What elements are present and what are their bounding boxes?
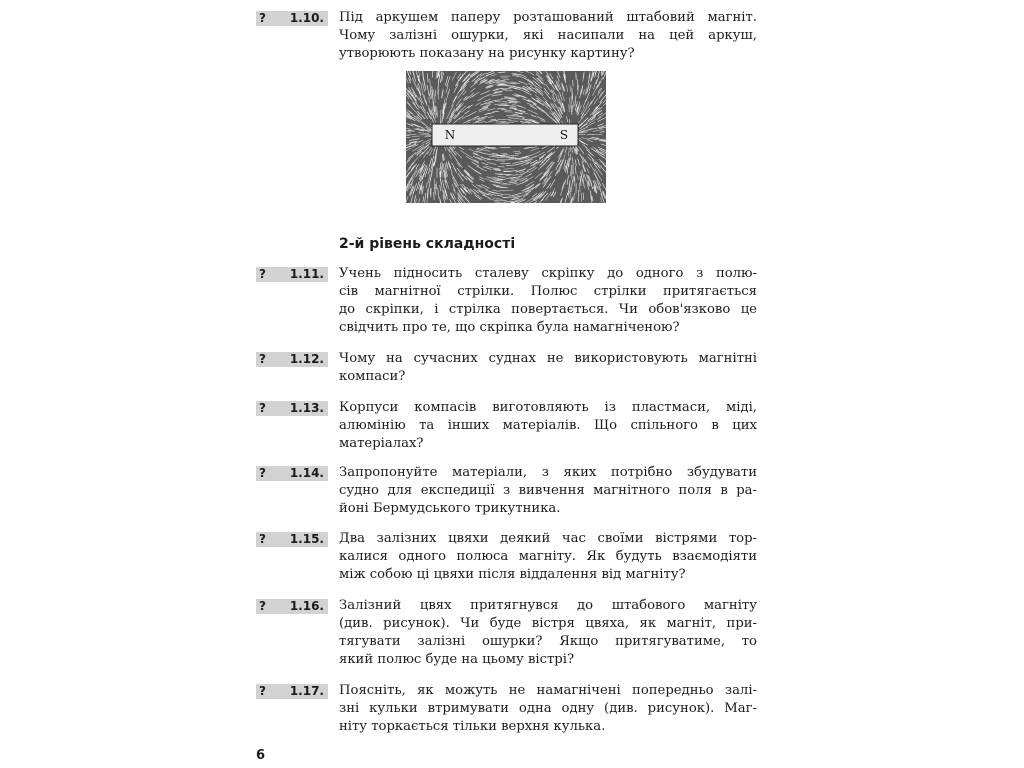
text-line: йоні Бермудського трикутника. — [339, 501, 561, 516]
question-icon: ? — [259, 267, 266, 281]
text-line: утворюють показану на рисунку картину? — [339, 46, 635, 61]
problem-text — [339, 399, 757, 453]
text-line: калися одного полюса магніту. Як будуть взаємодіяти — [339, 549, 757, 564]
figure-drawing — [406, 71, 606, 203]
question-icon: ? — [259, 599, 266, 613]
text-line: свідчить про те, що скріпка була намагніченою? — [339, 320, 680, 335]
problem-tag — [256, 466, 328, 481]
problem-tag — [256, 401, 328, 416]
problem-tag — [256, 532, 328, 547]
question-icon: ? — [259, 352, 266, 366]
text-line: який полюс буде на цьому вістрі? — [339, 652, 575, 667]
problem-tag — [256, 599, 328, 614]
question-icon: ? — [259, 532, 266, 546]
text-line: матеріалах? — [339, 436, 424, 451]
problem-number: 1.10. — [289, 11, 324, 25]
problem-number: 1.15. — [289, 532, 324, 546]
question-icon: ? — [259, 466, 266, 480]
problem-text — [339, 265, 757, 337]
problem-text — [339, 530, 757, 584]
problem-tag — [256, 11, 328, 26]
problem-text — [339, 464, 757, 518]
text-line: сів магнітної стрілки. Полюс стрілки притягається — [339, 284, 757, 299]
text-line: Два залізних цвяхи деякий час своїми вістрями тор- — [339, 531, 757, 546]
north-pole-label: N — [444, 128, 456, 142]
problem-number: 1.12. — [289, 352, 324, 366]
page-number: 6 — [256, 748, 266, 763]
text-line: Поясніть, як можуть не намагнічені попередньо залі- — [339, 683, 757, 698]
question-icon: ? — [259, 684, 266, 698]
text-line: Запропонуйте матеріали, з яких потрібно збудувати — [339, 465, 757, 480]
problem-number: 1.16. — [289, 599, 324, 613]
text-line: компаси? — [339, 369, 406, 384]
text-line: Залізний цвях притягнувся до штабового магніту — [339, 598, 757, 613]
problem-number: 1.14. — [289, 466, 324, 480]
text-line: тягувати залізні ошурки? Якщо притягуватиме, то — [339, 634, 757, 649]
problem-number: 1.11. — [289, 267, 324, 281]
problem-tag — [256, 352, 328, 367]
south-pole-label: S — [559, 128, 569, 142]
problem-number: 1.13. — [289, 401, 324, 415]
text-line: судно для експедиції з вивчення магнітного поля в ра- — [339, 483, 757, 498]
problem-tag — [256, 267, 328, 282]
problem-tag — [256, 684, 328, 699]
problem-text — [339, 597, 757, 669]
text-line: Корпуси компасів виготовляють із пластмаси, міді, — [339, 400, 757, 415]
problem-text — [339, 682, 757, 736]
text-line: Чому залізні ошурки, які насипали на цей аркуш, — [339, 28, 757, 43]
question-icon: ? — [259, 11, 266, 25]
text-line: між собою ці цвяхи після віддалення від магніту? — [339, 567, 686, 582]
text-line: (див. рисунок). Чи буде вістря цвяха, як магніт, при- — [339, 616, 757, 631]
problem-number: 1.17. — [289, 684, 324, 698]
text-line: Чому на сучасних суднах не використовують магнітні — [339, 351, 757, 366]
text-line: Учень підносить сталеву скріпку до одного з полю- — [339, 266, 757, 281]
question-icon: ? — [259, 401, 266, 415]
magnet-iron-filings-figure — [406, 71, 606, 203]
problem-text — [339, 9, 757, 63]
text-line: ніту торкається тільки верхня кулька. — [339, 719, 606, 734]
text-line: Під аркушем паперу розташований штабовий магніт. — [339, 10, 757, 25]
text-line: алюмінію та інших матеріалів. Що спільного в цих — [339, 418, 757, 433]
text-line: зні кульки втримувати одна одну (див. рисунок). Маг- — [339, 701, 757, 716]
section-title: 2-й рівень складності — [339, 236, 516, 252]
problem-text — [339, 350, 757, 386]
text-line: до скріпки, і стрілка повертається. Чи обов'язково це — [339, 302, 757, 317]
